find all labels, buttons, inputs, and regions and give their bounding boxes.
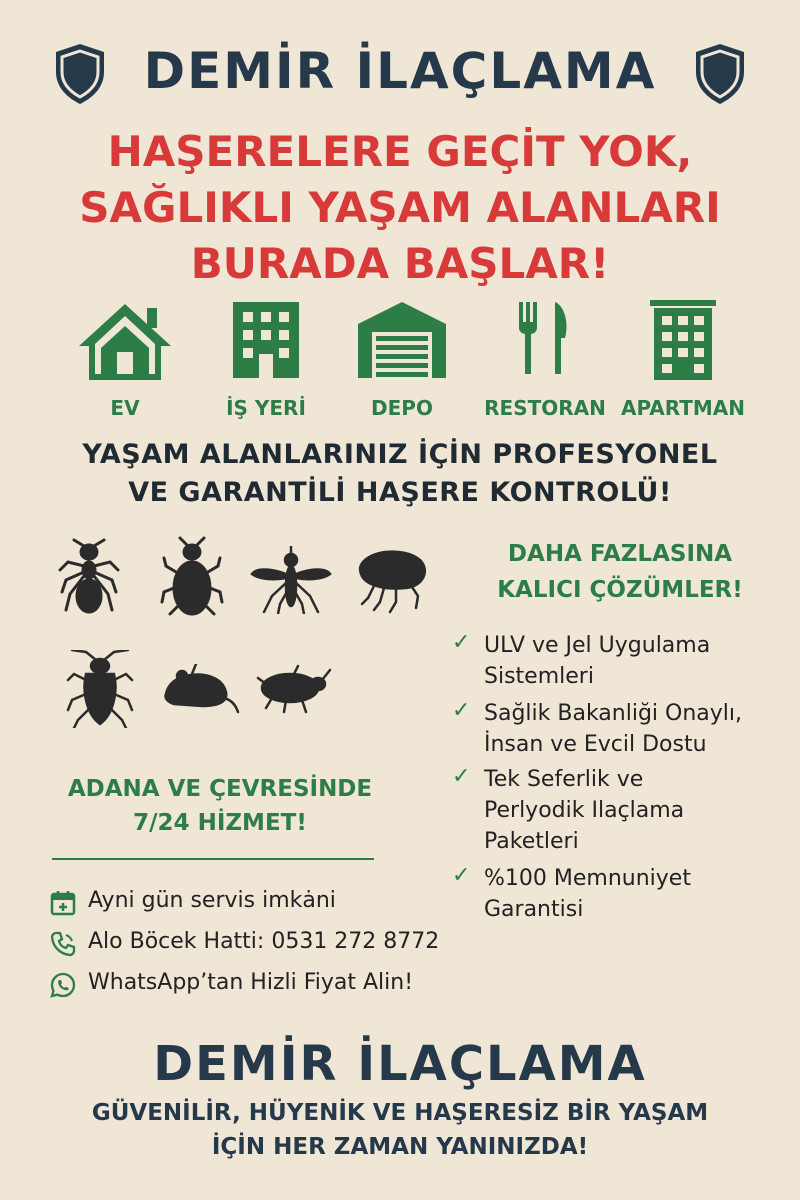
brand-title: DEMİR İLAÇLAMA [143, 42, 657, 100]
contact-text: Alo Böcek Hatti: 0531 272 8772 [88, 929, 440, 954]
feature-line: ULV ve Jel Uygulama [484, 633, 711, 658]
feature-line: Perlyodik Ilaçlama [484, 798, 685, 823]
more-solutions-heading [440, 536, 800, 608]
rat-icon [162, 664, 240, 714]
ant-icon [56, 538, 122, 616]
fork-knife-icon [515, 300, 575, 376]
contact-text: Ayni gün servis imkȧni [88, 888, 336, 913]
feature-line: Tek Seferlik ve [484, 767, 644, 792]
flea-icon [354, 546, 430, 614]
category-label: APARTMAN [620, 396, 746, 420]
headline-line: HAŞERELERE GEÇİT YOK, [107, 127, 693, 176]
category-is-yeri [191, 300, 341, 380]
more-solutions-line: DAHA FAZLASINA [507, 541, 733, 567]
service-area [40, 772, 400, 840]
footer-tagline-line: GÜVENİLİR, HÜYENİK VE HAŞERESİZ BİR YAŞAM [91, 1100, 709, 1126]
subheadline-line: VE GARANTİLİ HAŞERE KONTROLÜ! [128, 477, 672, 508]
beetle-icon [160, 536, 224, 618]
whatsapp-icon [50, 972, 76, 998]
more-solutions-line: KALICI ÇÖZÜMLER! [497, 577, 743, 603]
headline [0, 124, 800, 292]
headline-line: BURADA BAŞLAR! [190, 239, 610, 288]
office-building-icon [231, 300, 301, 380]
category-restoran [470, 300, 620, 376]
feature-line: %100 Memnuniyet [484, 866, 691, 891]
feature-line: İnsan ve Evcil Dostu [484, 732, 707, 757]
header [0, 36, 800, 116]
footer-tagline-line: İÇİN HER ZAMAN YANINIZDA! [211, 1134, 589, 1160]
subheadline [0, 436, 800, 512]
category-ev [50, 300, 200, 384]
divider [52, 858, 374, 860]
headline-line: SAĞLIKLI YAŞAM ALANLARI [79, 183, 721, 232]
check-icon: ✓ [452, 698, 471, 723]
footer-brand: DEMİR İLAÇLAMA [153, 1036, 647, 1092]
category-depo [327, 300, 477, 380]
contact-text: WhatsApp’tan Hizli Fiyat Alin! [88, 970, 414, 995]
check-icon: ✓ [452, 764, 471, 789]
phone-icon [50, 931, 76, 957]
category-label: DEPO [371, 396, 433, 420]
service-area-line: 7/24 HİZMET! [133, 810, 307, 836]
subheadline-line: YAŞAM ALANLARINIZ İÇİN PROFESYONEL [82, 439, 718, 470]
footer-tagline [0, 1096, 800, 1164]
category-label: EV [110, 396, 140, 420]
calendar-icon [50, 890, 76, 916]
check-icon: ✓ [452, 630, 471, 655]
apartment-building-icon [650, 300, 716, 380]
feature-line: Paketleri [484, 829, 579, 854]
feature-line: Garantisi [484, 897, 584, 922]
shield-icon [692, 42, 748, 106]
feature-line: Sağlik Bakanliği Onaylı, [484, 701, 742, 726]
category-label: RESTORAN [484, 396, 606, 420]
category-apartman [608, 300, 758, 380]
mosquito-icon [250, 546, 332, 614]
warehouse-icon [356, 300, 448, 380]
cockroach-icon [66, 650, 134, 728]
house-icon [77, 300, 173, 384]
check-icon: ✓ [452, 863, 471, 888]
feature-line: Sistemleri [484, 664, 594, 689]
service-area-line: ADANA VE ÇEVRESİNDE [67, 776, 373, 802]
category-label: İŞ YERİ [226, 396, 306, 420]
bedbug-icon [256, 664, 332, 714]
